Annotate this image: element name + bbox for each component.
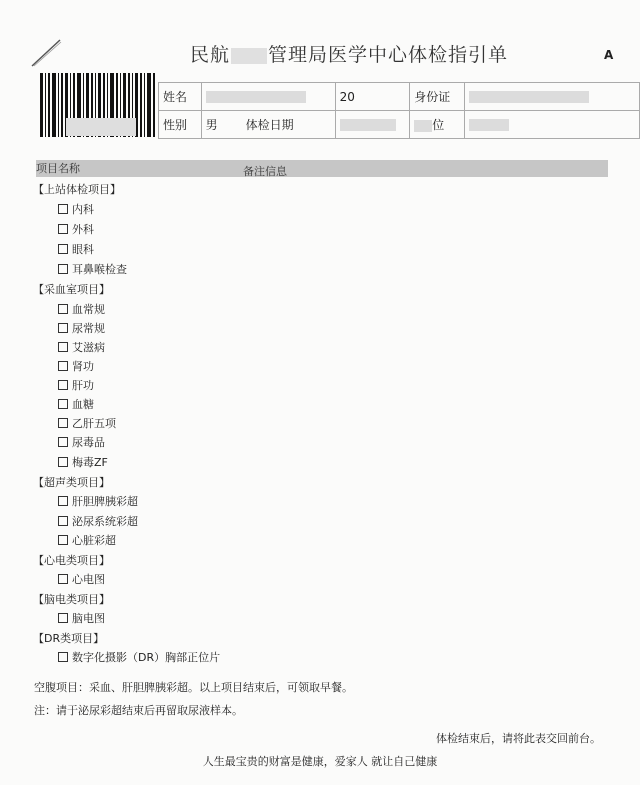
checkbox[interactable] bbox=[58, 323, 68, 333]
return-note: 体检结束后，请将此表交回前台。 bbox=[436, 732, 601, 745]
item-header-bar bbox=[36, 160, 608, 177]
checkbox[interactable] bbox=[58, 496, 68, 506]
checklist-item: 梅毒ZF bbox=[58, 454, 108, 470]
checklist-item: 尿常规 bbox=[58, 320, 105, 336]
checklist-item: 肝功 bbox=[58, 377, 94, 393]
section-title: 【超声类项目】 bbox=[33, 476, 110, 489]
checkbox[interactable] bbox=[58, 613, 68, 623]
checklist-item: 血糖 bbox=[58, 396, 94, 412]
checklist-item: 血常规 bbox=[58, 301, 105, 317]
fasting-note: 空腹项目：采血、肝胆脾胰彩超。以上项目结束后，可领取早餐。 bbox=[34, 681, 353, 694]
section-title: 【心电类项目】 bbox=[33, 554, 110, 567]
unit-tail: 位 bbox=[410, 111, 465, 139]
checkbox[interactable] bbox=[58, 418, 68, 428]
checkbox[interactable] bbox=[58, 535, 68, 545]
checkbox[interactable] bbox=[58, 574, 68, 584]
checkbox[interactable] bbox=[58, 342, 68, 352]
checklist-item: 艾滋病 bbox=[58, 339, 105, 355]
document-title: 民航 管理局医学中心体检指引单 bbox=[190, 44, 509, 66]
unit-value bbox=[464, 111, 639, 139]
name-tail: 20 bbox=[335, 83, 410, 111]
checkbox[interactable] bbox=[58, 437, 68, 447]
checkbox[interactable] bbox=[58, 264, 68, 274]
sex-label: 性别 bbox=[159, 111, 202, 139]
section-title: 【上站体检项目】 bbox=[33, 183, 121, 196]
checkbox[interactable] bbox=[58, 399, 68, 409]
redacted-region bbox=[66, 118, 136, 136]
redacted-region bbox=[340, 119, 396, 131]
date-value bbox=[335, 111, 410, 139]
section-title: 【脑电类项目】 bbox=[33, 593, 110, 606]
checkbox[interactable] bbox=[58, 516, 68, 526]
checklist-item: 乙肝五项 bbox=[58, 415, 116, 431]
checklist-item: 眼科 bbox=[58, 241, 94, 257]
date-label: 体检日期 bbox=[245, 118, 294, 132]
redacted-region bbox=[231, 48, 267, 64]
checkbox[interactable] bbox=[58, 204, 68, 214]
checklist-item: 外科 bbox=[58, 221, 94, 237]
name-label: 姓名 bbox=[159, 83, 202, 111]
id-value bbox=[464, 83, 639, 111]
name-value bbox=[201, 83, 335, 111]
checklist-item: 耳鼻喉检查 bbox=[58, 261, 127, 277]
section-title: 【采血室项目】 bbox=[33, 283, 110, 296]
checkbox[interactable] bbox=[58, 244, 68, 254]
checkbox[interactable] bbox=[58, 380, 68, 390]
patient-info-table bbox=[158, 82, 640, 139]
corner-mark: A bbox=[604, 48, 614, 62]
checklist-item: 脑电图 bbox=[58, 610, 105, 626]
redacted-region bbox=[469, 119, 509, 131]
urine-note: 注：请于泌尿彩超结束后再留取尿液样本。 bbox=[34, 704, 243, 717]
redacted-region bbox=[414, 120, 432, 132]
redacted-region bbox=[469, 91, 589, 103]
checklist-item: 心电图 bbox=[58, 571, 105, 587]
checklist-item: 肾功 bbox=[58, 358, 94, 374]
redacted-region bbox=[206, 91, 306, 103]
checkbox[interactable] bbox=[58, 304, 68, 314]
pen-mark-icon bbox=[30, 38, 64, 68]
checkbox[interactable] bbox=[58, 224, 68, 234]
checkbox[interactable] bbox=[58, 457, 68, 467]
sex-value: 男 体检日期 bbox=[201, 111, 335, 139]
slogan: 人生最宝贵的财富是健康，爱家人 就让自己健康 bbox=[202, 755, 438, 768]
remark-header: 备注信息 bbox=[243, 165, 287, 178]
checklist-item: 内科 bbox=[58, 201, 94, 217]
checklist-item: 肝胆脾胰彩超 bbox=[58, 493, 138, 509]
checkbox[interactable] bbox=[58, 652, 68, 662]
checklist-item: 心脏彩超 bbox=[58, 532, 116, 548]
checkbox[interactable] bbox=[58, 361, 68, 371]
section-title: 【DR类项目】 bbox=[33, 632, 105, 645]
item-name-header: 项目名称 bbox=[36, 162, 80, 175]
checklist-item: 数字化摄影（DR）胸部正位片 bbox=[58, 649, 220, 665]
id-label: 身份证 bbox=[410, 83, 465, 111]
checklist-item: 尿毒品 bbox=[58, 434, 105, 450]
checklist-item: 泌尿系统彩超 bbox=[58, 513, 138, 529]
